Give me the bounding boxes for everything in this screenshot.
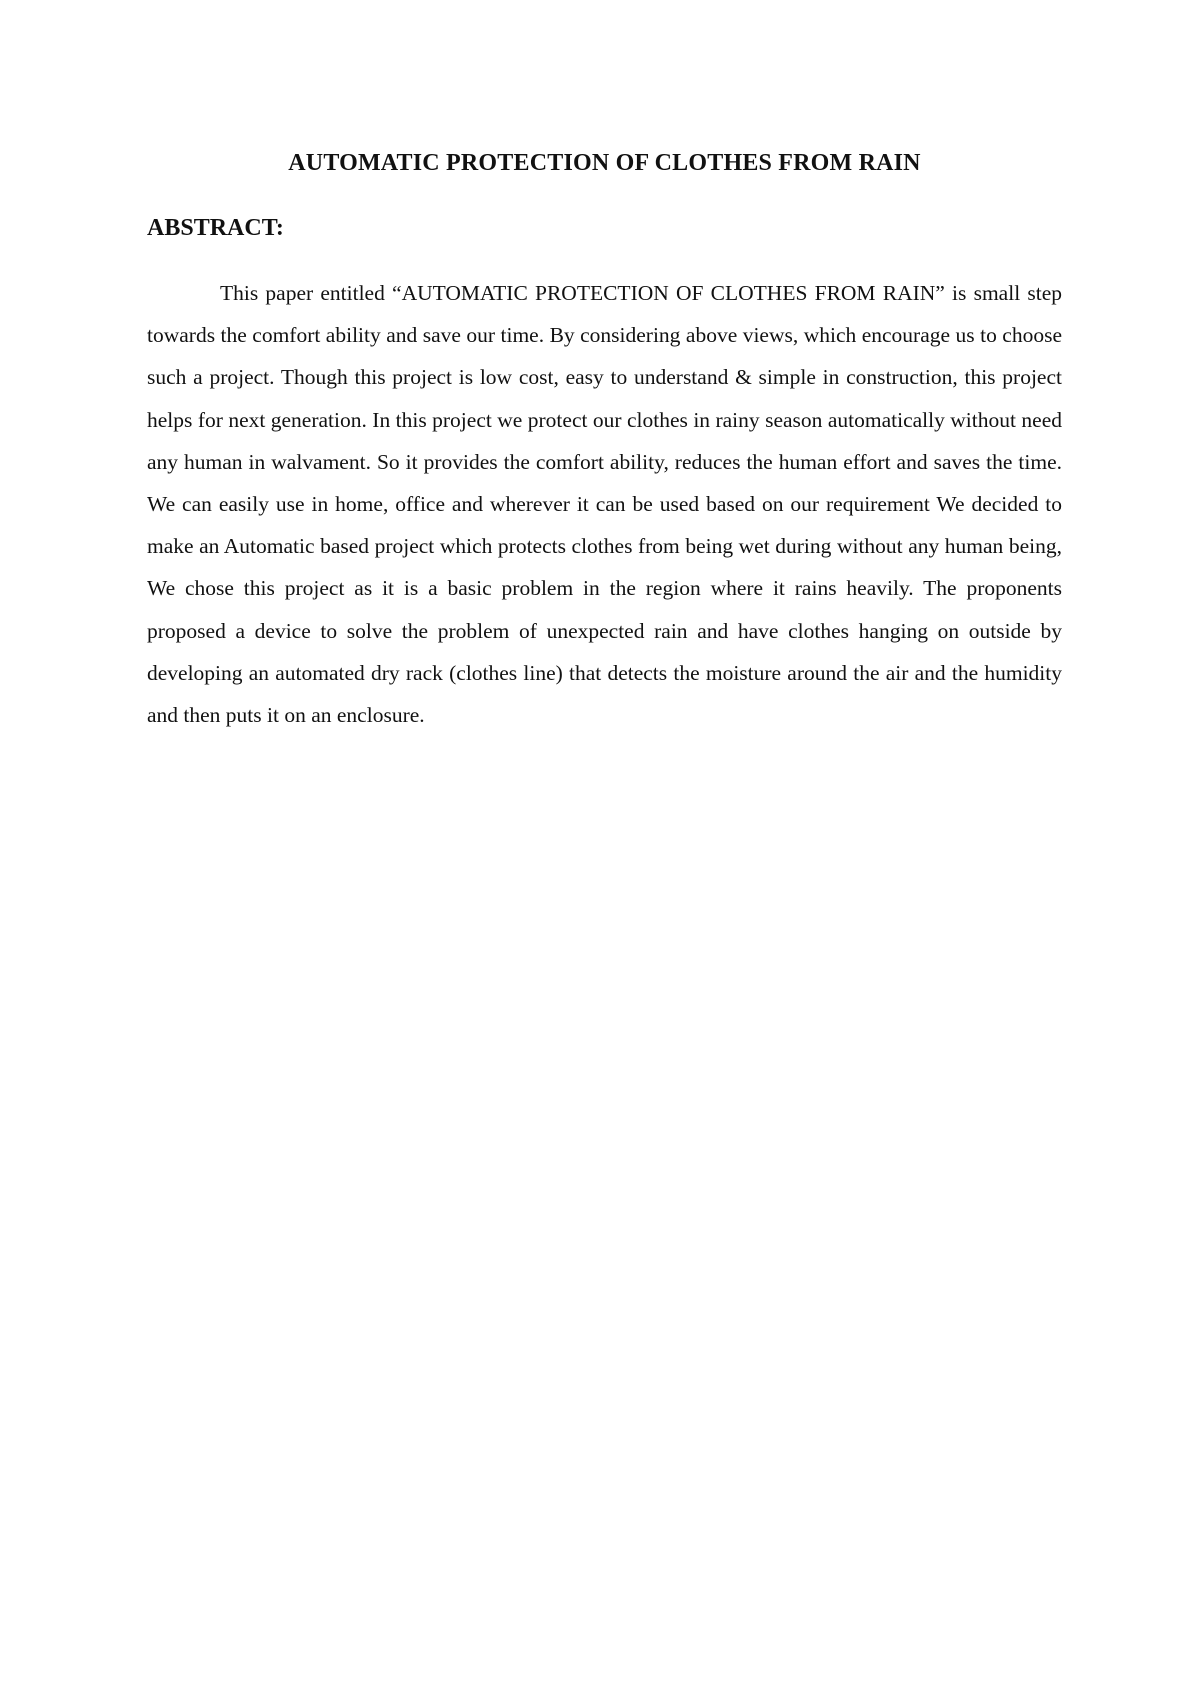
document-title: AUTOMATIC PROTECTION OF CLOTHES FROM RAIN bbox=[288, 150, 921, 176]
abstract-heading: ABSTRACT: bbox=[147, 215, 284, 241]
abstract-paragraph: This paper entitled “AUTOMATIC PROTECTION OF CLOTHES FROM RAIN” is small step towards the comfort ability and save our time. By considering above views, which encourage us to choose such a project. Though this project is low cost, easy to understand & simple in construction, this project helps for next generation. In this project we protect our clothes in rainy season automatically without need any human in walvament. So it provides the comfort ability, reduces the human effort and saves the time. We can easily use in home, office and wherever it can be used based on our requirement We decided to make an Automatic based project which protects clothes from being wet during without any human being, We chose this project as it is a basic problem in the region where it rains heavily. The proponents proposed a device to solve the problem of unexpected rain and have clothes hanging on outside by developing an automated dry rack (clothes line) that detects the moisture around the air and the humidity and then puts it on an enclosure. bbox=[147, 281, 1062, 728]
